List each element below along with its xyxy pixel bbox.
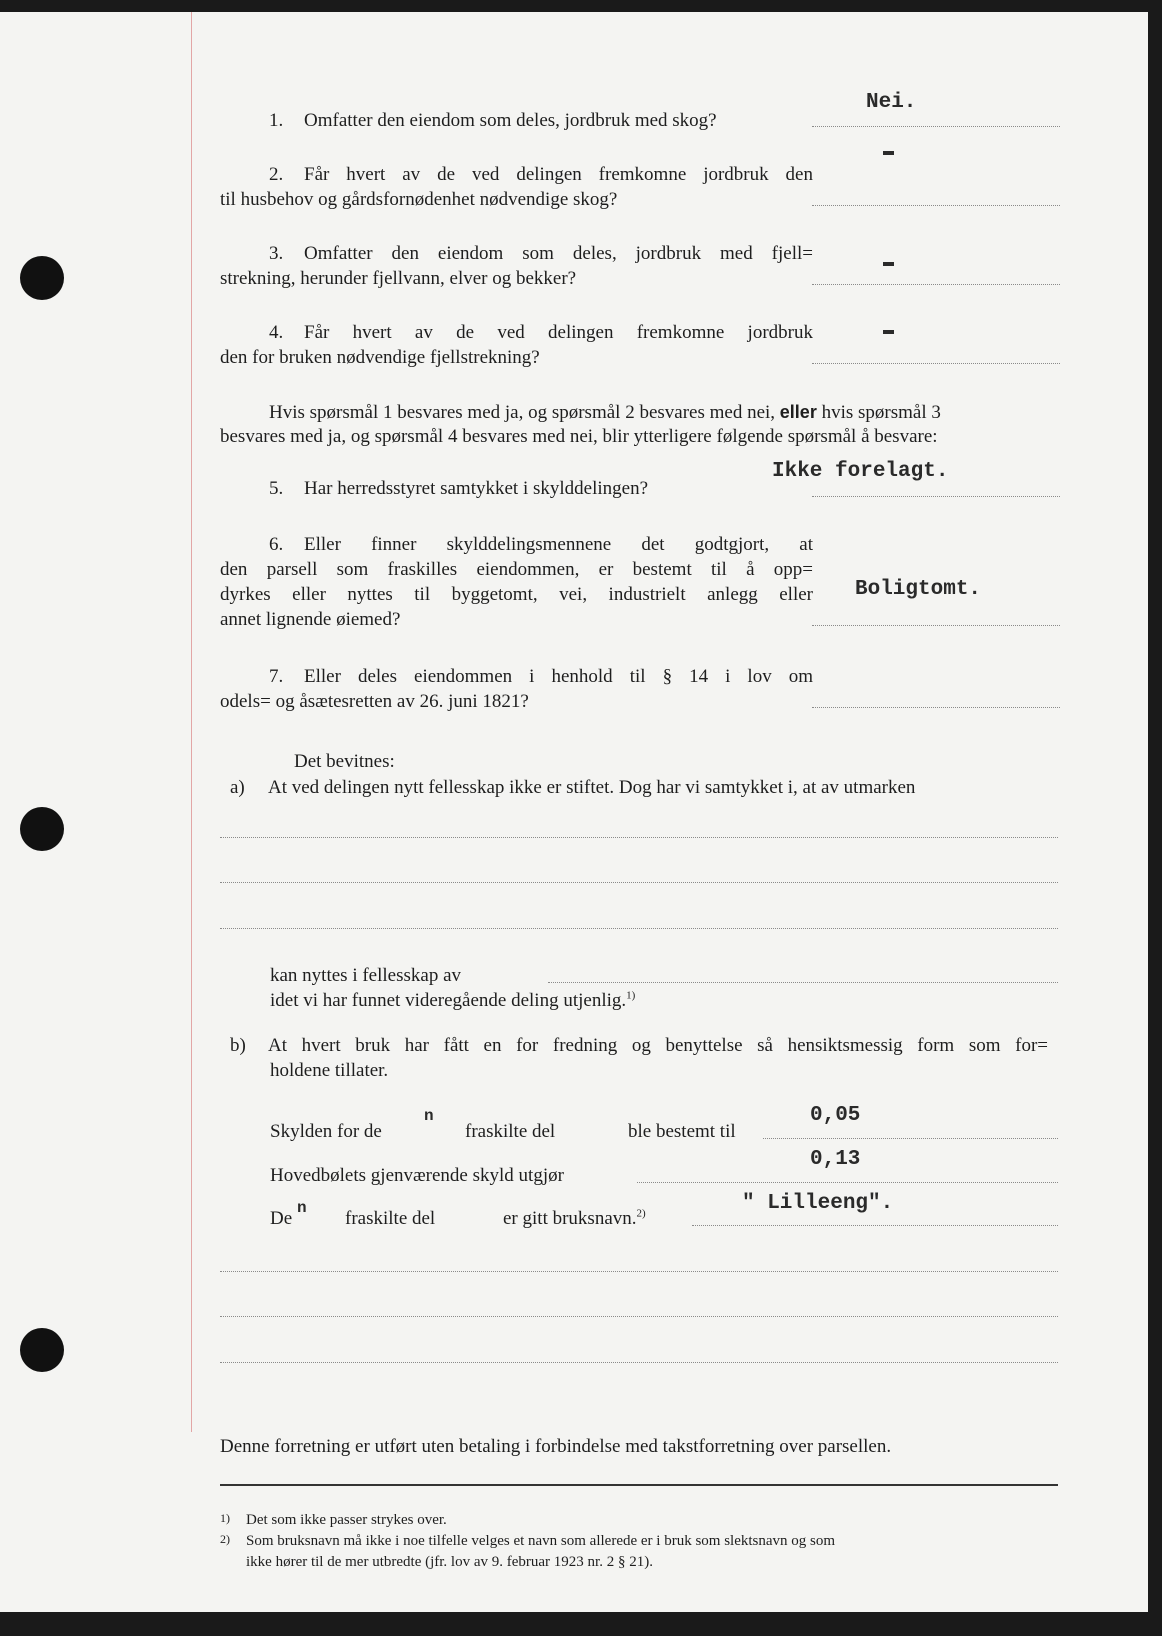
question-text: dyrkes eller nyttes til byggetomt, vei, industrielt anlegg eller	[220, 584, 813, 605]
question-text: Eller finner skylddelingsmennene det godtgjort, at	[304, 534, 813, 555]
common-use-text: kan nyttes i fellesskap av	[270, 965, 462, 986]
question-text: Omfatter den eiendom som deles, jordbruk med fjell=	[304, 243, 813, 264]
fill-line	[220, 1316, 1058, 1317]
answer-line	[812, 625, 1060, 626]
question-text: Får hvert av de ved delingen fremkomne jordbruk den	[304, 164, 813, 185]
further-division-text: idet vi har funnet videregående deling utjenlig.$^{1)}$	[270, 989, 636, 1011]
closing-statement: Denne forretning er utført uten betaling i forbindelse med takstforretning over parsellen.	[220, 1436, 892, 1457]
paragraph-line: Hvis spørsmål 1 besvares med ja, og spørsmål 2 besvares med nei, eller hvis spørsmål 3	[269, 402, 941, 423]
answer-line	[637, 1182, 1058, 1183]
farm-name-value: " Lilleeng".	[742, 1192, 894, 1215]
question-number: 5.	[269, 478, 284, 499]
fill-line	[220, 837, 1058, 838]
answer-dash	[883, 330, 894, 334]
answer-dash	[883, 262, 894, 266]
name-label: De	[270, 1208, 293, 1229]
item-text: At hvert bruk har fått en for fredning og benyttelse så hensiktsmessig form som for=	[268, 1035, 1048, 1056]
question-number: 3.	[269, 243, 284, 264]
fill-line	[220, 1362, 1058, 1363]
item-label: b)	[230, 1035, 246, 1056]
typed-answer: Boligtomt.	[855, 578, 982, 601]
answer-line	[763, 1138, 1058, 1139]
section-heading: Det bevitnes:	[294, 751, 395, 772]
answer-dash	[883, 151, 894, 155]
punch-hole-middle	[20, 807, 64, 851]
answer-line	[812, 126, 1060, 127]
remaining-label: Hovedbølets gjenværende skyld utgjør	[270, 1165, 564, 1186]
question-text: til husbehov og gårdsfornødenhet nødvendige skog?	[220, 189, 618, 210]
footnote-text: ikke hører til de mer utbredte (jfr. lov av 9. februar 1923 nr. 2 § 21).	[246, 1554, 653, 1570]
name-label: fraskilte del	[345, 1208, 436, 1229]
margin-line	[191, 12, 192, 1432]
answer-line	[812, 363, 1060, 364]
typed-answer: Ikke forelagt.	[772, 460, 949, 483]
question-text: Har herredsstyret samtykket i skylddelingen?	[304, 478, 649, 499]
footnote-text: Som bruksnavn må ikke i noe tilfelle velges et navn som allerede er i bruk som slektsnavn og som	[246, 1533, 836, 1549]
question-text: annet lignende øiemed?	[220, 609, 401, 630]
answer-line	[692, 1225, 1058, 1226]
typed-suffix: n	[424, 1107, 434, 1125]
footnote-mark: 2)	[220, 1532, 230, 1546]
question-text: Får hvert av de ved delingen fremkomne jordbruk	[304, 322, 813, 343]
question-number: 7.	[269, 666, 284, 687]
question-text: strekning, herunder fjellvann, elver og bekker?	[220, 268, 577, 289]
item-text: At ved delingen nytt fellesskap ikke er stiftet. Dog har vi samtykket i, at av utmarken	[268, 777, 916, 798]
footnote-rule	[220, 1484, 1058, 1486]
fill-line	[220, 882, 1058, 883]
share-label: Skylden for de	[270, 1121, 382, 1142]
typed-answer: Nei.	[866, 91, 917, 114]
document-page	[0, 12, 1148, 1612]
answer-line	[812, 707, 1060, 708]
question-text: den for bruken nødvendige fjellstrekning?	[220, 347, 540, 368]
share-label: ble bestemt til	[628, 1121, 736, 1142]
name-label: er gitt bruksnavn.$^{2)}$	[503, 1207, 646, 1229]
answer-line	[812, 205, 1060, 206]
punch-hole-bottom	[20, 1328, 64, 1372]
question-number: 1.	[269, 110, 284, 131]
punch-hole-top	[20, 256, 64, 300]
fill-line	[220, 1271, 1058, 1272]
typed-suffix: n	[297, 1199, 307, 1217]
share-value: 0,05	[810, 1104, 861, 1127]
answer-line	[812, 496, 1060, 497]
fill-line	[548, 982, 1058, 983]
question-number: 2.	[269, 164, 284, 185]
fill-line	[220, 928, 1058, 929]
item-label: a)	[230, 777, 245, 798]
footnote-mark: 1)	[220, 1511, 230, 1525]
question-number: 4.	[269, 322, 284, 343]
answer-line	[812, 284, 1060, 285]
question-text: odels= og åsætesretten av 26. juni 1821?	[220, 691, 529, 712]
question-text: Omfatter den eiendom som deles, jordbruk med skog?	[304, 110, 717, 131]
item-text: holdene tillater.	[270, 1060, 389, 1081]
question-number: 6.	[269, 534, 284, 555]
question-text: Eller deles eiendommen i henhold til § 14 i lov om	[304, 666, 813, 687]
share-label: fraskilte del	[465, 1121, 556, 1142]
footnote-text: Det som ikke passer strykes over.	[246, 1512, 447, 1528]
question-text: den parsell som fraskilles eiendommen, er bestemt til å opp=	[220, 559, 813, 580]
paragraph-line: besvares med ja, og spørsmål 4 besvares med nei, blir ytterligere følgende spørsmål å besvare:	[220, 426, 938, 447]
remaining-value: 0,13	[810, 1148, 861, 1171]
